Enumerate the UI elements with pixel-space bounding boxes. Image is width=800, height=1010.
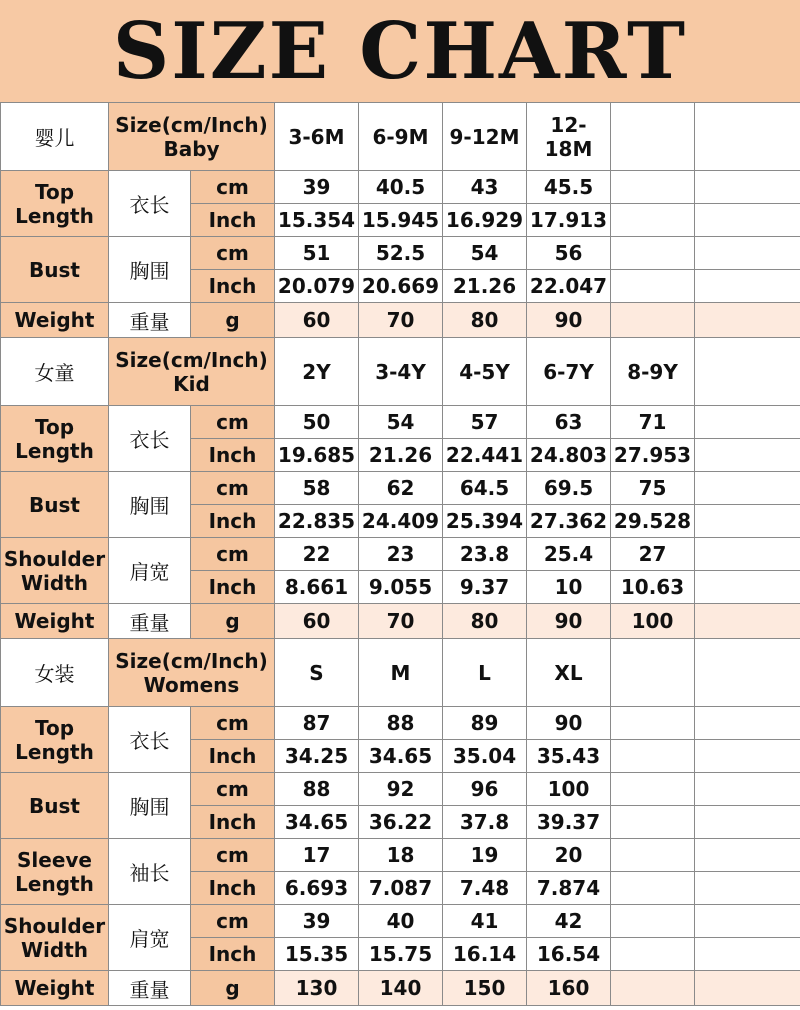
- size-label: 12-18M: [527, 103, 611, 171]
- unit-cm: cm: [191, 707, 275, 740]
- measure-label-bust: Bust: [1, 472, 109, 538]
- page-title: SIZE CHART: [112, 5, 688, 97]
- value-cell: 52.5: [359, 237, 443, 270]
- value-cell: 75: [611, 472, 695, 505]
- value-cell: [695, 538, 800, 571]
- value-cell: [611, 872, 695, 905]
- weight-label-womens: Weight: [1, 971, 109, 1006]
- unit-cm: cm: [191, 538, 275, 571]
- measure-label-top-length: Top Length: [1, 707, 109, 773]
- size-label: 8-9Y: [611, 338, 695, 406]
- value-cell: [695, 872, 800, 905]
- value-cell: 34.25: [275, 740, 359, 773]
- measure-cn-bust: 胸围: [109, 472, 191, 538]
- value-cell: 71: [611, 406, 695, 439]
- value-cell: [695, 270, 800, 303]
- value-cell: 19.685: [275, 439, 359, 472]
- weight-cn-womens: 重量: [109, 971, 191, 1006]
- value-cell: 36.22: [359, 806, 443, 839]
- measure-label-bust: Bust: [1, 773, 109, 839]
- value-cell: 88: [275, 773, 359, 806]
- value-cell: 140: [359, 971, 443, 1006]
- value-cell: [611, 839, 695, 872]
- measure-label-shoulder-width: Shoulder Width: [1, 905, 109, 971]
- value-cell: [695, 604, 800, 639]
- value-cell: 40: [359, 905, 443, 938]
- value-cell: 45.5: [527, 171, 611, 204]
- unit-g: g: [191, 604, 275, 639]
- value-cell: [695, 839, 800, 872]
- value-cell: 19: [443, 839, 527, 872]
- value-cell: [695, 806, 800, 839]
- value-cell: 50: [275, 406, 359, 439]
- size-label: 6-9M: [359, 103, 443, 171]
- value-cell: 69.5: [527, 472, 611, 505]
- unit-cm: cm: [191, 406, 275, 439]
- value-cell: 58: [275, 472, 359, 505]
- value-cell: 7.874: [527, 872, 611, 905]
- value-cell: [611, 740, 695, 773]
- value-cell: 27.953: [611, 439, 695, 472]
- size-label: 2Y: [275, 338, 359, 406]
- unit-g: g: [191, 971, 275, 1006]
- value-cell: 70: [359, 604, 443, 639]
- value-cell: 10.63: [611, 571, 695, 604]
- value-cell: 90: [527, 303, 611, 338]
- value-cell: 89: [443, 707, 527, 740]
- measure-cn-bust: 胸围: [109, 237, 191, 303]
- section-name-womens: 女装: [1, 639, 109, 707]
- value-cell: 40.5: [359, 171, 443, 204]
- size-label: 6-7Y: [527, 338, 611, 406]
- value-cell: [611, 707, 695, 740]
- value-cell: 39.37: [527, 806, 611, 839]
- unit-inch: Inch: [191, 439, 275, 472]
- value-cell: 88: [359, 707, 443, 740]
- unit-inch: Inch: [191, 740, 275, 773]
- value-cell: 39: [275, 171, 359, 204]
- value-cell: [611, 773, 695, 806]
- value-cell: 100: [527, 773, 611, 806]
- value-cell: 54: [359, 406, 443, 439]
- value-cell: [695, 773, 800, 806]
- value-cell: 20.669: [359, 270, 443, 303]
- size-label: 3-4Y: [359, 338, 443, 406]
- measure-cn-shoulder-width: 肩宽: [109, 538, 191, 604]
- size-header-womens: Size(cm/Inch) Womens: [109, 639, 275, 707]
- size-label: [695, 338, 800, 406]
- value-cell: 10: [527, 571, 611, 604]
- value-cell: 22: [275, 538, 359, 571]
- size-label: 4-5Y: [443, 338, 527, 406]
- value-cell: 23.8: [443, 538, 527, 571]
- value-cell: 22.047: [527, 270, 611, 303]
- size-label: M: [359, 639, 443, 707]
- value-cell: 9.055: [359, 571, 443, 604]
- unit-inch: Inch: [191, 571, 275, 604]
- value-cell: [695, 237, 800, 270]
- size-label: [695, 103, 800, 171]
- unit-inch: Inch: [191, 938, 275, 971]
- value-cell: [695, 571, 800, 604]
- value-cell: 90: [527, 707, 611, 740]
- value-cell: 34.65: [275, 806, 359, 839]
- weight-label-kid: Weight: [1, 604, 109, 639]
- value-cell: [611, 971, 695, 1006]
- value-cell: 17.913: [527, 204, 611, 237]
- value-cell: 15.35: [275, 938, 359, 971]
- value-cell: [695, 406, 800, 439]
- size-label: 9-12M: [443, 103, 527, 171]
- unit-cm: cm: [191, 773, 275, 806]
- size-header-kid: Size(cm/Inch) Kid: [109, 338, 275, 406]
- measure-cn-top-length: 衣长: [109, 171, 191, 237]
- value-cell: [695, 971, 800, 1006]
- value-cell: 20: [527, 839, 611, 872]
- size-label: L: [443, 639, 527, 707]
- value-cell: 18: [359, 839, 443, 872]
- measure-label-top-length: Top Length: [1, 406, 109, 472]
- value-cell: 15.75: [359, 938, 443, 971]
- value-cell: 90: [527, 604, 611, 639]
- size-header-baby: Size(cm/Inch) Baby: [109, 103, 275, 171]
- unit-inch: Inch: [191, 806, 275, 839]
- measure-cn-top-length: 衣长: [109, 406, 191, 472]
- measure-cn-top-length: 衣长: [109, 707, 191, 773]
- value-cell: 80: [443, 303, 527, 338]
- value-cell: 34.65: [359, 740, 443, 773]
- value-cell: 16.929: [443, 204, 527, 237]
- value-cell: 130: [275, 971, 359, 1006]
- value-cell: 22.441: [443, 439, 527, 472]
- value-cell: 51: [275, 237, 359, 270]
- unit-inch: Inch: [191, 505, 275, 538]
- value-cell: 7.087: [359, 872, 443, 905]
- value-cell: [611, 303, 695, 338]
- value-cell: [695, 472, 800, 505]
- value-cell: 160: [527, 971, 611, 1006]
- size-label: [611, 103, 695, 171]
- unit-cm: cm: [191, 237, 275, 270]
- measure-label-sleeve-length: Sleeve Length: [1, 839, 109, 905]
- value-cell: 60: [275, 303, 359, 338]
- value-cell: [695, 740, 800, 773]
- value-cell: 87: [275, 707, 359, 740]
- size-label: [611, 639, 695, 707]
- value-cell: 15.354: [275, 204, 359, 237]
- value-cell: [695, 905, 800, 938]
- size-label: S: [275, 639, 359, 707]
- weight-cn-baby: 重量: [109, 303, 191, 338]
- value-cell: [611, 171, 695, 204]
- unit-inch: Inch: [191, 270, 275, 303]
- value-cell: 42: [527, 905, 611, 938]
- value-cell: 60: [275, 604, 359, 639]
- value-cell: 15.945: [359, 204, 443, 237]
- value-cell: 96: [443, 773, 527, 806]
- value-cell: [611, 270, 695, 303]
- value-cell: 23: [359, 538, 443, 571]
- value-cell: 21.26: [359, 439, 443, 472]
- value-cell: [695, 938, 800, 971]
- measure-label-shoulder-width: Shoulder Width: [1, 538, 109, 604]
- value-cell: 9.37: [443, 571, 527, 604]
- unit-inch: Inch: [191, 204, 275, 237]
- measure-label-bust: Bust: [1, 237, 109, 303]
- value-cell: 25.394: [443, 505, 527, 538]
- value-cell: 150: [443, 971, 527, 1006]
- value-cell: 16.14: [443, 938, 527, 971]
- weight-cn-kid: 重量: [109, 604, 191, 639]
- value-cell: [611, 905, 695, 938]
- value-cell: 70: [359, 303, 443, 338]
- size-label: XL: [527, 639, 611, 707]
- value-cell: 63: [527, 406, 611, 439]
- value-cell: 17: [275, 839, 359, 872]
- value-cell: 21.26: [443, 270, 527, 303]
- unit-inch: Inch: [191, 872, 275, 905]
- weight-label-baby: Weight: [1, 303, 109, 338]
- size-chart-table: [0, 102, 800, 1006]
- unit-cm: cm: [191, 171, 275, 204]
- value-cell: 35.43: [527, 740, 611, 773]
- value-cell: 20.079: [275, 270, 359, 303]
- value-cell: [611, 204, 695, 237]
- unit-g: g: [191, 303, 275, 338]
- value-cell: 27.362: [527, 505, 611, 538]
- value-cell: 80: [443, 604, 527, 639]
- measure-label-top-length: Top Length: [1, 171, 109, 237]
- value-cell: [695, 303, 800, 338]
- value-cell: 27: [611, 538, 695, 571]
- title-banner: [0, 0, 800, 103]
- value-cell: 25.4: [527, 538, 611, 571]
- size-label: [695, 639, 800, 707]
- value-cell: 16.54: [527, 938, 611, 971]
- value-cell: 24.409: [359, 505, 443, 538]
- value-cell: 22.835: [275, 505, 359, 538]
- unit-cm: cm: [191, 839, 275, 872]
- value-cell: [695, 204, 800, 237]
- value-cell: 8.661: [275, 571, 359, 604]
- value-cell: 24.803: [527, 439, 611, 472]
- measure-cn-bust: 胸围: [109, 773, 191, 839]
- value-cell: 6.693: [275, 872, 359, 905]
- measure-cn-sleeve-length: 袖长: [109, 839, 191, 905]
- value-cell: 43: [443, 171, 527, 204]
- value-cell: 39: [275, 905, 359, 938]
- section-name-baby: 婴儿: [1, 103, 109, 171]
- value-cell: 7.48: [443, 872, 527, 905]
- value-cell: 41: [443, 905, 527, 938]
- value-cell: [611, 938, 695, 971]
- value-cell: [611, 237, 695, 270]
- unit-cm: cm: [191, 472, 275, 505]
- value-cell: [611, 806, 695, 839]
- value-cell: 56: [527, 237, 611, 270]
- value-cell: 100: [611, 604, 695, 639]
- value-cell: 62: [359, 472, 443, 505]
- value-cell: [695, 505, 800, 538]
- value-cell: 64.5: [443, 472, 527, 505]
- value-cell: [695, 707, 800, 740]
- value-cell: 29.528: [611, 505, 695, 538]
- unit-cm: cm: [191, 905, 275, 938]
- value-cell: 54: [443, 237, 527, 270]
- value-cell: 92: [359, 773, 443, 806]
- value-cell: 37.8: [443, 806, 527, 839]
- value-cell: 35.04: [443, 740, 527, 773]
- measure-cn-shoulder-width: 肩宽: [109, 905, 191, 971]
- value-cell: 57: [443, 406, 527, 439]
- section-name-kid: 女童: [1, 338, 109, 406]
- value-cell: [695, 171, 800, 204]
- size-label: 3-6M: [275, 103, 359, 171]
- value-cell: [695, 439, 800, 472]
